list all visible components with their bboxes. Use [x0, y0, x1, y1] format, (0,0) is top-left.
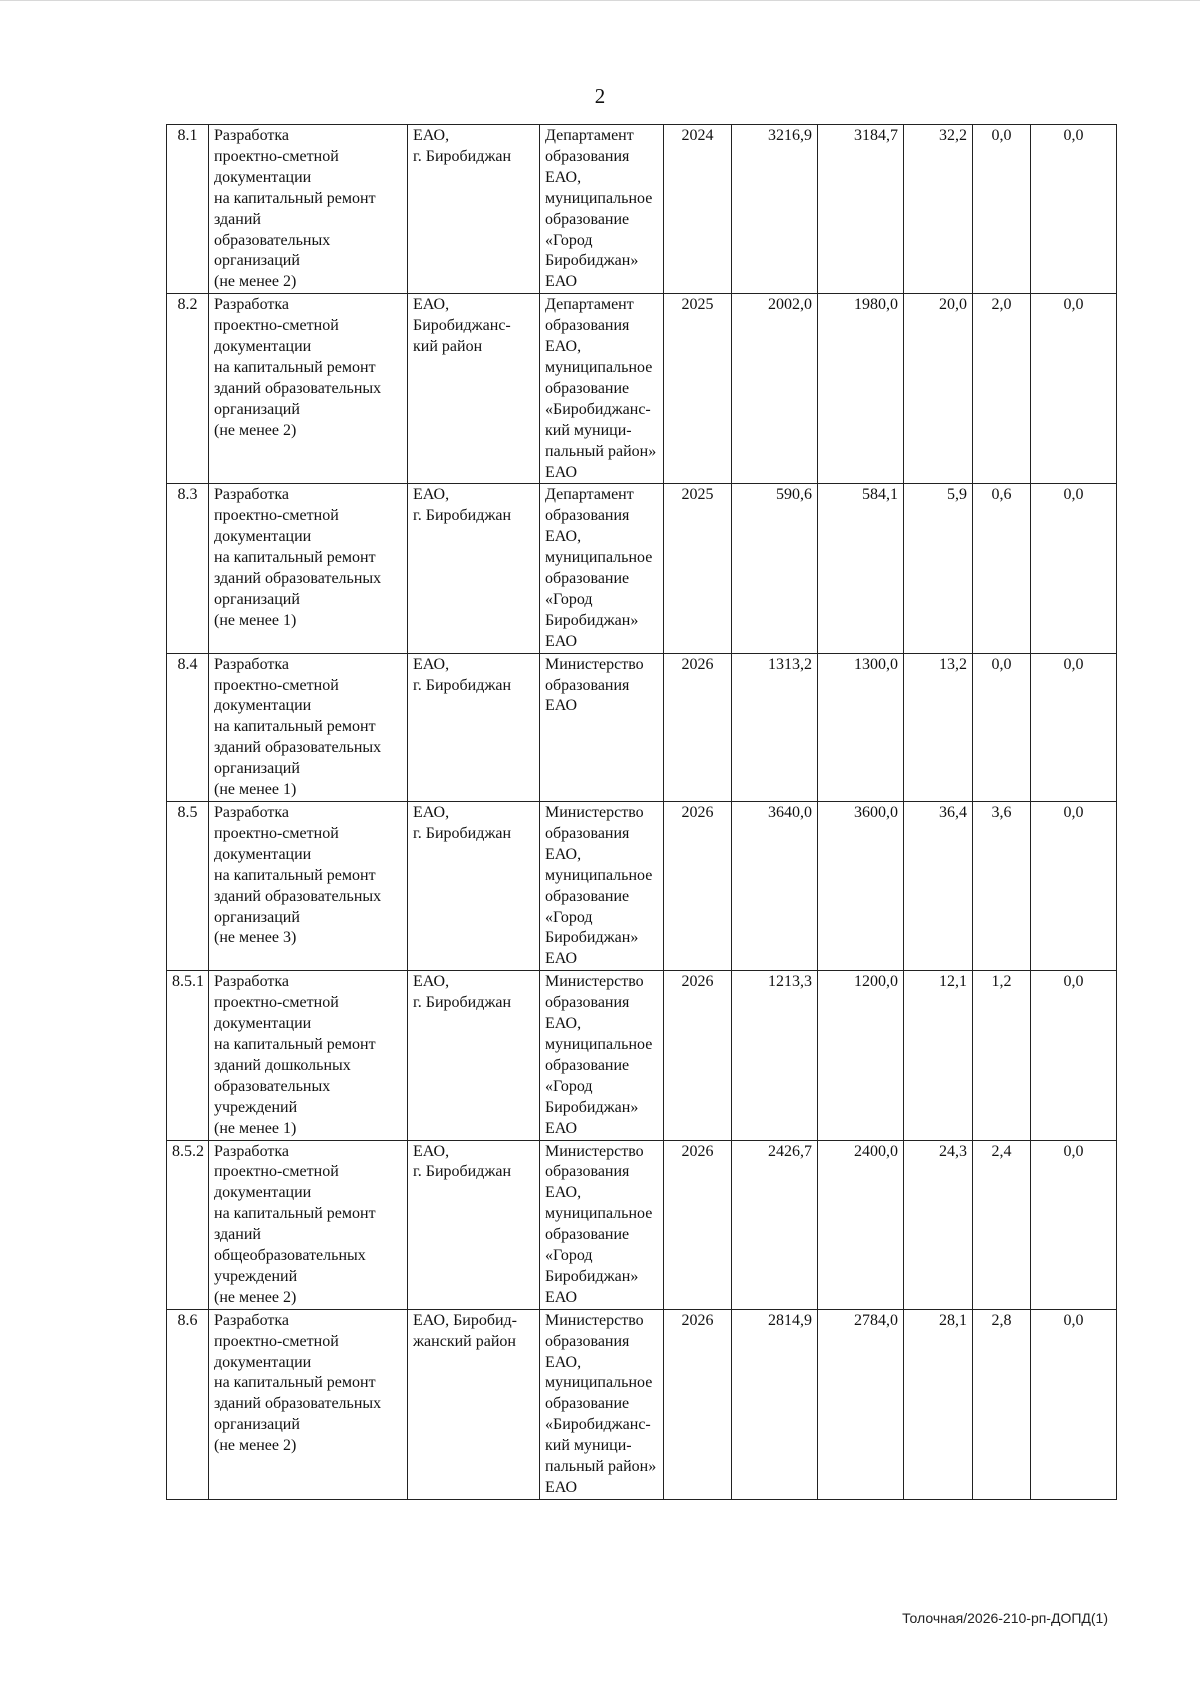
- executor: Департамент образования ЕАО, муниципальное образование «Город Биробиджан» ЕАО: [540, 125, 664, 294]
- amount-2: 13,2: [904, 653, 973, 801]
- amount-2: 12,1: [904, 971, 973, 1140]
- measure-name: Разработка проектно-сметной документации на капитальный ремонт зданий образовательных организаций (не менее 2): [209, 1309, 408, 1499]
- amount-1: 2400,0: [818, 1140, 904, 1309]
- row-number: 8.5: [167, 802, 209, 971]
- table-row: [167, 971, 1117, 1140]
- year: 2026: [664, 971, 732, 1140]
- location: ЕАО, г. Биробиджан: [408, 125, 540, 294]
- amount-4: 0,0: [1031, 294, 1117, 484]
- measure-name: Разработка проектно-сметной документации на капитальный ремонт зданий образовательных организаций (не менее 2): [209, 294, 408, 484]
- amount-4: 0,0: [1031, 653, 1117, 801]
- year: 2025: [664, 294, 732, 484]
- amount-4: 0,0: [1031, 971, 1117, 1140]
- amount-4: 0,0: [1031, 125, 1117, 294]
- location: ЕАО, г. Биробиджан: [408, 653, 540, 801]
- year: 2025: [664, 484, 732, 653]
- amount-2: 32,2: [904, 125, 973, 294]
- executor: Департамент образования ЕАО, муниципальное образование «Город Биробиджан» ЕАО: [540, 484, 664, 653]
- measure-name: Разработка проектно-сметной документации на капитальный ремонт зданий общеобразовательных учреждений (не менее 2): [209, 1140, 408, 1309]
- table-row: [167, 125, 1117, 294]
- executor: Министерство образования ЕАО, муниципальное образование «Город Биробиджан» ЕАО: [540, 1140, 664, 1309]
- measure-name: Разработка проектно-сметной документации на капитальный ремонт зданий образовательных организаций (не менее 1): [209, 653, 408, 801]
- location: ЕАО, Биробиджанс- кий район: [408, 294, 540, 484]
- table-row: [167, 294, 1117, 484]
- amount-3: 0,0: [973, 125, 1031, 294]
- executor: Министерство образования ЕАО: [540, 653, 664, 801]
- table-row: [167, 802, 1117, 971]
- amount-2: 5,9: [904, 484, 973, 653]
- row-number: 8.5.1: [167, 971, 209, 1140]
- total-amount: 3640,0: [732, 802, 818, 971]
- amount-3: 3,6: [973, 802, 1031, 971]
- table-row: [167, 1140, 1117, 1309]
- row-number: 8.2: [167, 294, 209, 484]
- amount-1: 1300,0: [818, 653, 904, 801]
- total-amount: 3216,9: [732, 125, 818, 294]
- total-amount: 2426,7: [732, 1140, 818, 1309]
- amount-2: 24,3: [904, 1140, 973, 1309]
- document-footer-code: Толочная/2026-210-рп-ДОПД(1): [902, 1610, 1108, 1626]
- amount-4: 0,0: [1031, 1140, 1117, 1309]
- measure-name: Разработка проектно-сметной документации на капитальный ремонт зданий образовательных организаций (не менее 2): [209, 125, 408, 294]
- table-row: [167, 1309, 1117, 1499]
- row-number: 8.4: [167, 653, 209, 801]
- amount-3: 2,8: [973, 1309, 1031, 1499]
- amount-1: 3600,0: [818, 802, 904, 971]
- table-row: [167, 484, 1117, 653]
- location: ЕАО, Биробид- жанский район: [408, 1309, 540, 1499]
- amount-3: 1,2: [973, 971, 1031, 1140]
- row-number: 8.6: [167, 1309, 209, 1499]
- total-amount: 590,6: [732, 484, 818, 653]
- executor: Департамент образования ЕАО, муниципальное образование «Биробиджанс- кий муници- пальный район» ЕАО: [540, 294, 664, 484]
- amount-3: 0,0: [973, 653, 1031, 801]
- year: 2026: [664, 1140, 732, 1309]
- location: ЕАО, г. Биробиджан: [408, 484, 540, 653]
- measure-name: Разработка проектно-сметной документации на капитальный ремонт зданий образовательных организаций (не менее 1): [209, 484, 408, 653]
- year: 2026: [664, 653, 732, 801]
- year: 2026: [664, 802, 732, 971]
- executor: Министерство образования ЕАО, муниципальное образование «Город Биробиджан» ЕАО: [540, 802, 664, 971]
- measure-name: Разработка проектно-сметной документации на капитальный ремонт зданий дошкольных образовательных учреждений (не менее 1): [209, 971, 408, 1140]
- executor: Министерство образования ЕАО, муниципальное образование «Город Биробиджан» ЕАО: [540, 971, 664, 1140]
- amount-3: 2,0: [973, 294, 1031, 484]
- location: ЕАО, г. Биробиджан: [408, 1140, 540, 1309]
- total-amount: 1313,2: [732, 653, 818, 801]
- amount-4: 0,0: [1031, 484, 1117, 653]
- executor: Министерство образования ЕАО, муниципальное образование «Биробиджанс- кий муници- пальный район» ЕАО: [540, 1309, 664, 1499]
- amount-1: 2784,0: [818, 1309, 904, 1499]
- row-number: 8.5.2: [167, 1140, 209, 1309]
- amount-1: 584,1: [818, 484, 904, 653]
- year: 2024: [664, 125, 732, 294]
- amount-4: 0,0: [1031, 1309, 1117, 1499]
- location: ЕАО, г. Биробиджан: [408, 971, 540, 1140]
- program-measures-table: [166, 124, 1117, 1500]
- amount-4: 0,0: [1031, 802, 1117, 971]
- amount-2: 20,0: [904, 294, 973, 484]
- row-number: 8.3: [167, 484, 209, 653]
- amount-3: 0,6: [973, 484, 1031, 653]
- amount-2: 28,1: [904, 1309, 973, 1499]
- total-amount: 2002,0: [732, 294, 818, 484]
- amount-2: 36,4: [904, 802, 973, 971]
- scan-top-edge: [0, 0, 1200, 7]
- amount-3: 2,4: [973, 1140, 1031, 1309]
- page-number: 2: [594, 84, 606, 108]
- row-number: 8.1: [167, 125, 209, 294]
- amount-1: 1200,0: [818, 971, 904, 1140]
- total-amount: 1213,3: [732, 971, 818, 1140]
- amount-1: 1980,0: [818, 294, 904, 484]
- total-amount: 2814,9: [732, 1309, 818, 1499]
- amount-1: 3184,7: [818, 125, 904, 294]
- measure-name: Разработка проектно-сметной документации на капитальный ремонт зданий образовательных организаций (не менее 3): [209, 802, 408, 971]
- year: 2026: [664, 1309, 732, 1499]
- table-row: [167, 653, 1117, 801]
- location: ЕАО, г. Биробиджан: [408, 802, 540, 971]
